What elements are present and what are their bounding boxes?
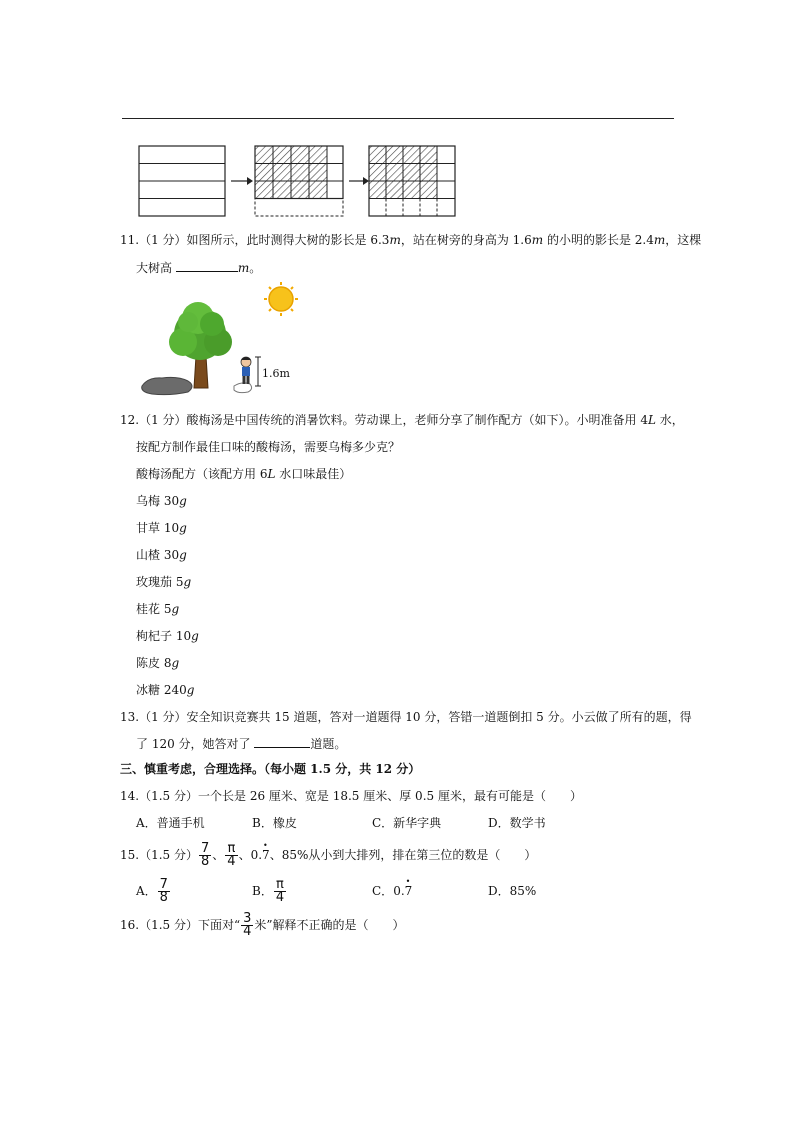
ingredient: 枸杞子 10g (136, 629, 199, 643)
diagram-box-2 (255, 146, 343, 216)
fraction-pi-4: $\frac{\pi}{4}$ (227, 841, 236, 869)
q13-line1: 13.（1 分）安全知识竞赛共 15 道题，答对一道题得 10 分，答错一道题倒扣 5 分。小云做了所有的题，得 (120, 710, 692, 724)
diagram-box-1 (139, 146, 225, 216)
header-rule (122, 118, 674, 119)
answer-blank[interactable] (254, 734, 310, 748)
sun-icon (264, 282, 298, 316)
q11-line2: 大树高 m。 (136, 258, 261, 277)
section-heading: 三、慎重考虑，合理选择。（每小题 1.5 分，共 12 分） (120, 762, 421, 776)
ingredient: 冰糖 240g (136, 683, 195, 697)
option-b[interactable]: B． $\frac{\pi}{4}$ (252, 877, 285, 905)
arrow-icon (231, 177, 253, 185)
q14-stem: 14.（1.5 分）一个长是 26 厘米、宽是 18.5 厘米、厚 0.5 厘米，最有可能是（ ） (120, 789, 582, 803)
answer-blank[interactable] (176, 258, 238, 272)
ingredient: 玫瑰茄 5g (136, 575, 192, 589)
q11-line1: 11.（1 分）如图所示，此时测得大树的影长是 6.3m，站在树旁的身高为 1.6m 的小明的影长是 2.4m，这棵 (120, 233, 702, 247)
height-label: 1.6m (262, 367, 290, 380)
repeating-decimal: • 7 (262, 840, 270, 870)
arrow-icon (349, 177, 369, 185)
height-marker (255, 357, 261, 386)
q16-stem: 16.（1.5 分）下面对“ $\frac{3}{4}$ 米”解释不正确的是（ ） (120, 911, 405, 939)
option-b[interactable]: B．橡皮 (252, 816, 297, 830)
tree-trunk (194, 356, 208, 388)
q13-line2: 了 120 分，她答对了 道题。 (136, 734, 346, 753)
tree-shadow (142, 377, 192, 394)
option-a[interactable]: A． $\frac{7}{8}$ (136, 877, 168, 905)
tree-shadow-illustration (138, 282, 338, 400)
diagram-box-3 (369, 146, 455, 216)
option-c[interactable]: C．新华字典 (372, 816, 442, 830)
option-d[interactable]: D．数学书 (488, 816, 546, 830)
q12-line1: 12.（1 分）酸梅汤是中国传统的消暑饮料。劳动课上，老师分享了制作配方（如下）。小明准备用 4L 水， (120, 413, 684, 427)
ingredient: 乌梅 30g (136, 494, 187, 508)
fraction-3-4: $\frac{3}{4}$ (243, 911, 252, 939)
recipe-title: 酸梅汤配方（该配方用 6L 水口味最佳） (136, 467, 352, 481)
fraction-7-8: $\frac{7}{8}$ (201, 841, 210, 869)
ingredient: 山楂 30g (136, 548, 187, 562)
tree-crown (169, 302, 232, 360)
ingredient: 陈皮 8g (136, 656, 180, 670)
boy-figure (241, 357, 251, 384)
option-a[interactable]: A．普通手机 (136, 816, 205, 830)
option-d[interactable]: D．85% (488, 884, 537, 898)
q12-line2: 按配方制作最佳口味的酸梅汤，需要乌梅多少克？ (136, 440, 401, 454)
boy-shadow (234, 383, 252, 393)
option-c[interactable]: C．0.• 7 (372, 876, 412, 906)
rectangle-diagram (135, 142, 465, 220)
ingredient: 甘草 10g (136, 521, 187, 535)
ingredient: 桂花 5g (136, 602, 180, 616)
q15-stem: 15.（1.5 分） $\frac{7}{8}$ 、 $\frac{\pi}{4}$ 、0.• 7、85%从小到大排列，排在第三位的数是（ ） (120, 840, 536, 870)
